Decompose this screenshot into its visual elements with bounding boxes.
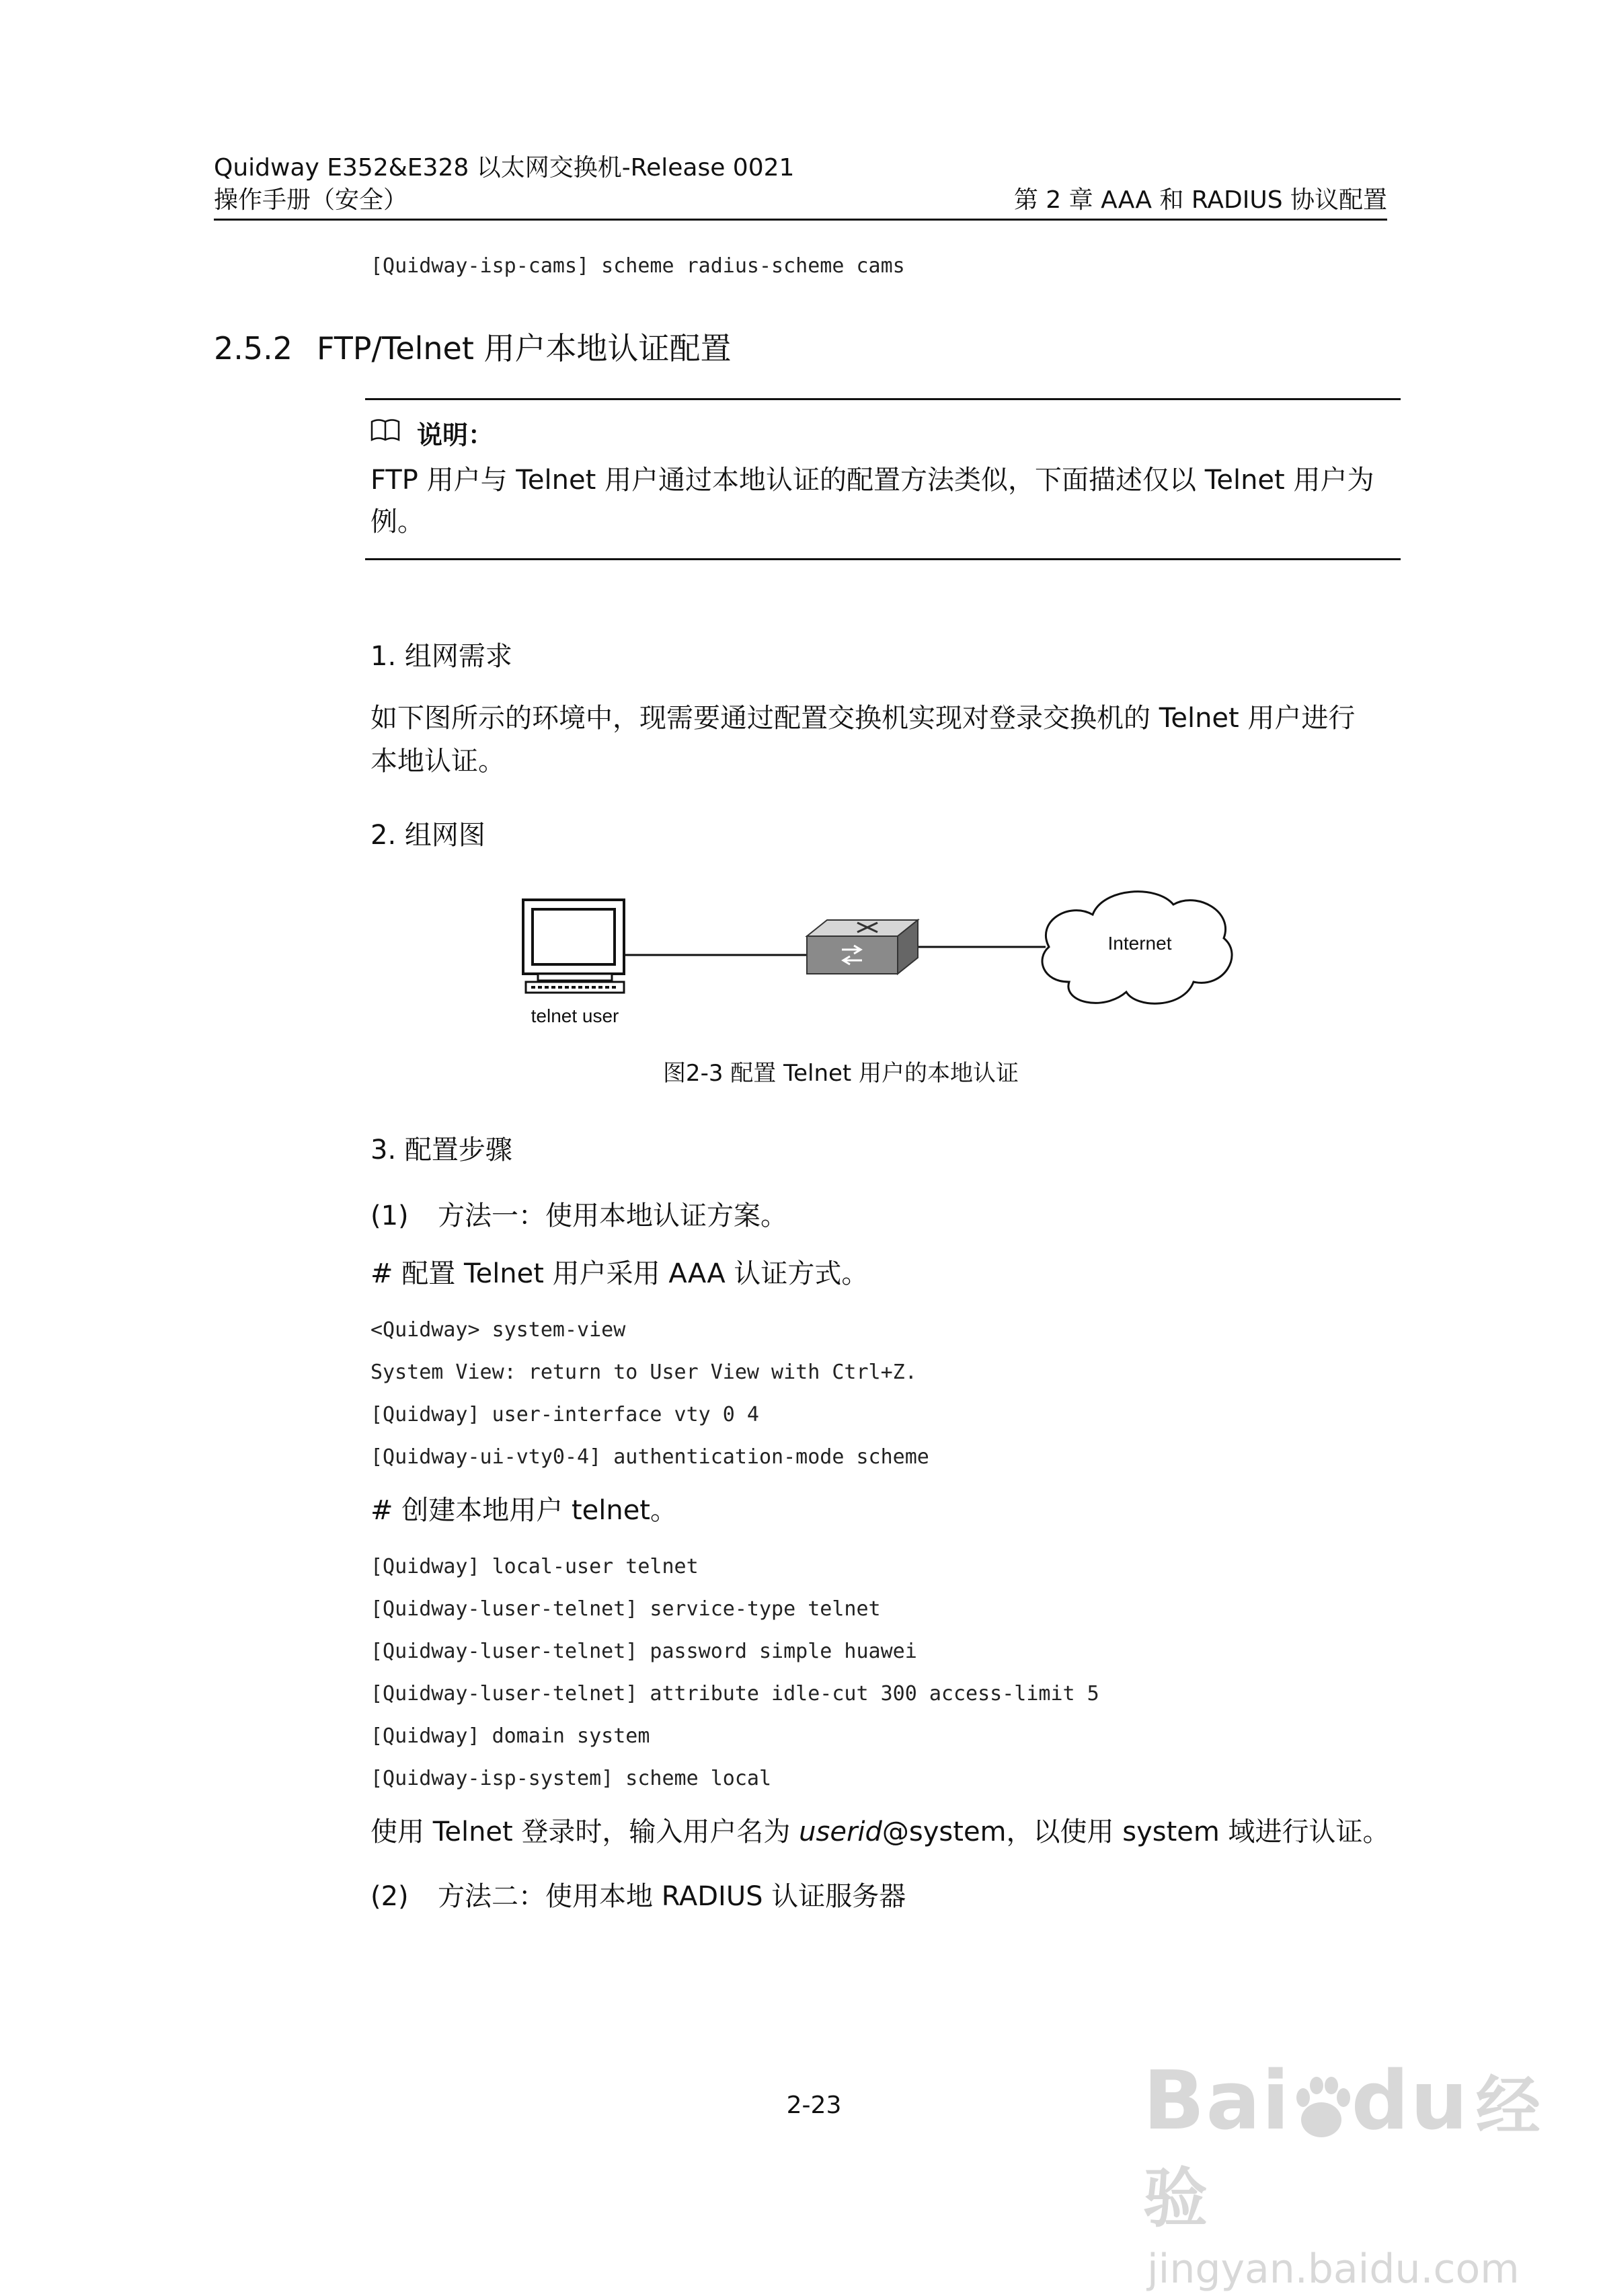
cloud-label: Internet [1107, 933, 1172, 954]
sub1-text-line1: 如下图所示的环境中，现需要通过配置交换机实现对登录交换机的 Telnet 用户进行 [370, 703, 1356, 734]
header-rule [214, 219, 1387, 221]
switch-icon [807, 920, 918, 974]
sub3-title: 3. 配置步骤 [370, 1135, 512, 1165]
step1-comment2: # 创建本地用户 telnet。 [370, 1495, 677, 1526]
code-line: [Quidway] local-user telnet [370, 1555, 699, 1578]
sub2-title: 2. 组网图 [370, 820, 485, 851]
code-line: [Quidway-luser-telnet] service-type telnet [370, 1597, 881, 1621]
code-line: [Quidway] domain system [370, 1724, 650, 1748]
top-code-line: [Quidway-isp-cams] scheme radius-scheme cams [370, 254, 905, 278]
sub1-title: 1. 组网需求 [370, 641, 512, 672]
watermark-brand: Bai [1143, 2055, 1291, 2148]
paw-icon [1291, 2073, 1352, 2140]
step1-comment1: # 配置 Telnet 用户采用 AAA 认证方式。 [370, 1258, 869, 1289]
code-line: [Quidway-ui-vty0-4] authentication-mode scheme [370, 1445, 929, 1469]
note-text-line2: 例。 [370, 506, 424, 537]
book-icon [370, 418, 400, 443]
section-title: FTP/Telnet 用户本地认证配置 [317, 330, 732, 367]
login-instruction: 使用 Telnet 登录时，输入用户名为 userid@system，以使用 system 域进行认证。 [370, 1816, 1390, 1847]
note-bottom-rule [365, 558, 1401, 560]
code-line: [Quidway-isp-system] scheme local [370, 1767, 772, 1790]
watermark-url: jingyan.baidu.com [1147, 2246, 1520, 2293]
code-line: [Quidway-luser-telnet] password simple huawei [370, 1640, 917, 1663]
baidu-watermark [1143, 2055, 1547, 2293]
watermark-suffix: 经验 [1143, 2069, 1542, 2236]
code-line: [Quidway-luser-telnet] attribute idle-cut 300 access-limit 5 [370, 1682, 1099, 1706]
header-subtitle: 操作手册（安全） [214, 186, 408, 214]
pc-icon [523, 900, 624, 993]
watermark-brand2: du [1351, 2055, 1469, 2148]
step2-number: (2) [370, 1881, 409, 1912]
network-diagram-svg [511, 874, 1244, 1036]
sub1-text-line2: 本地认证。 [370, 746, 505, 777]
code-line: [Quidway] user-interface vty 0 4 [370, 1403, 759, 1426]
code-line: <Quidway> system-view [370, 1318, 626, 1342]
section-heading [214, 324, 732, 369]
pc-label: telnet user [531, 1005, 619, 1026]
note-label: 说明： [417, 420, 494, 450]
step2-text: 方法二：使用本地 RADIUS 认证服务器 [438, 1881, 906, 1912]
network-diagram [511, 874, 1244, 1036]
note-text-line1: FTP 用户与 Telnet 用户通过本地认证的配置方法类似，下面描述仅以 Telnet 用户为 [370, 465, 1374, 496]
figure-caption: 图2-3 配置 Telnet 用户的本地认证 [662, 1060, 1019, 1087]
step1-text: 方法一：使用本地认证方案。 [438, 1200, 787, 1231]
step1-number: (1) [370, 1200, 409, 1231]
section-number: 2.5.2 [214, 330, 293, 367]
page-number: 2-23 [786, 2092, 842, 2119]
header-title: Quidway E352&E328 以太网交换机-Release 0021 [214, 154, 795, 182]
header-chapter: 第 2 章 AAA 和 RADIUS 协议配置 [1013, 186, 1387, 214]
code-line: System View: return to User View with Ctrl+Z. [370, 1361, 917, 1384]
note-top-rule [365, 398, 1401, 400]
